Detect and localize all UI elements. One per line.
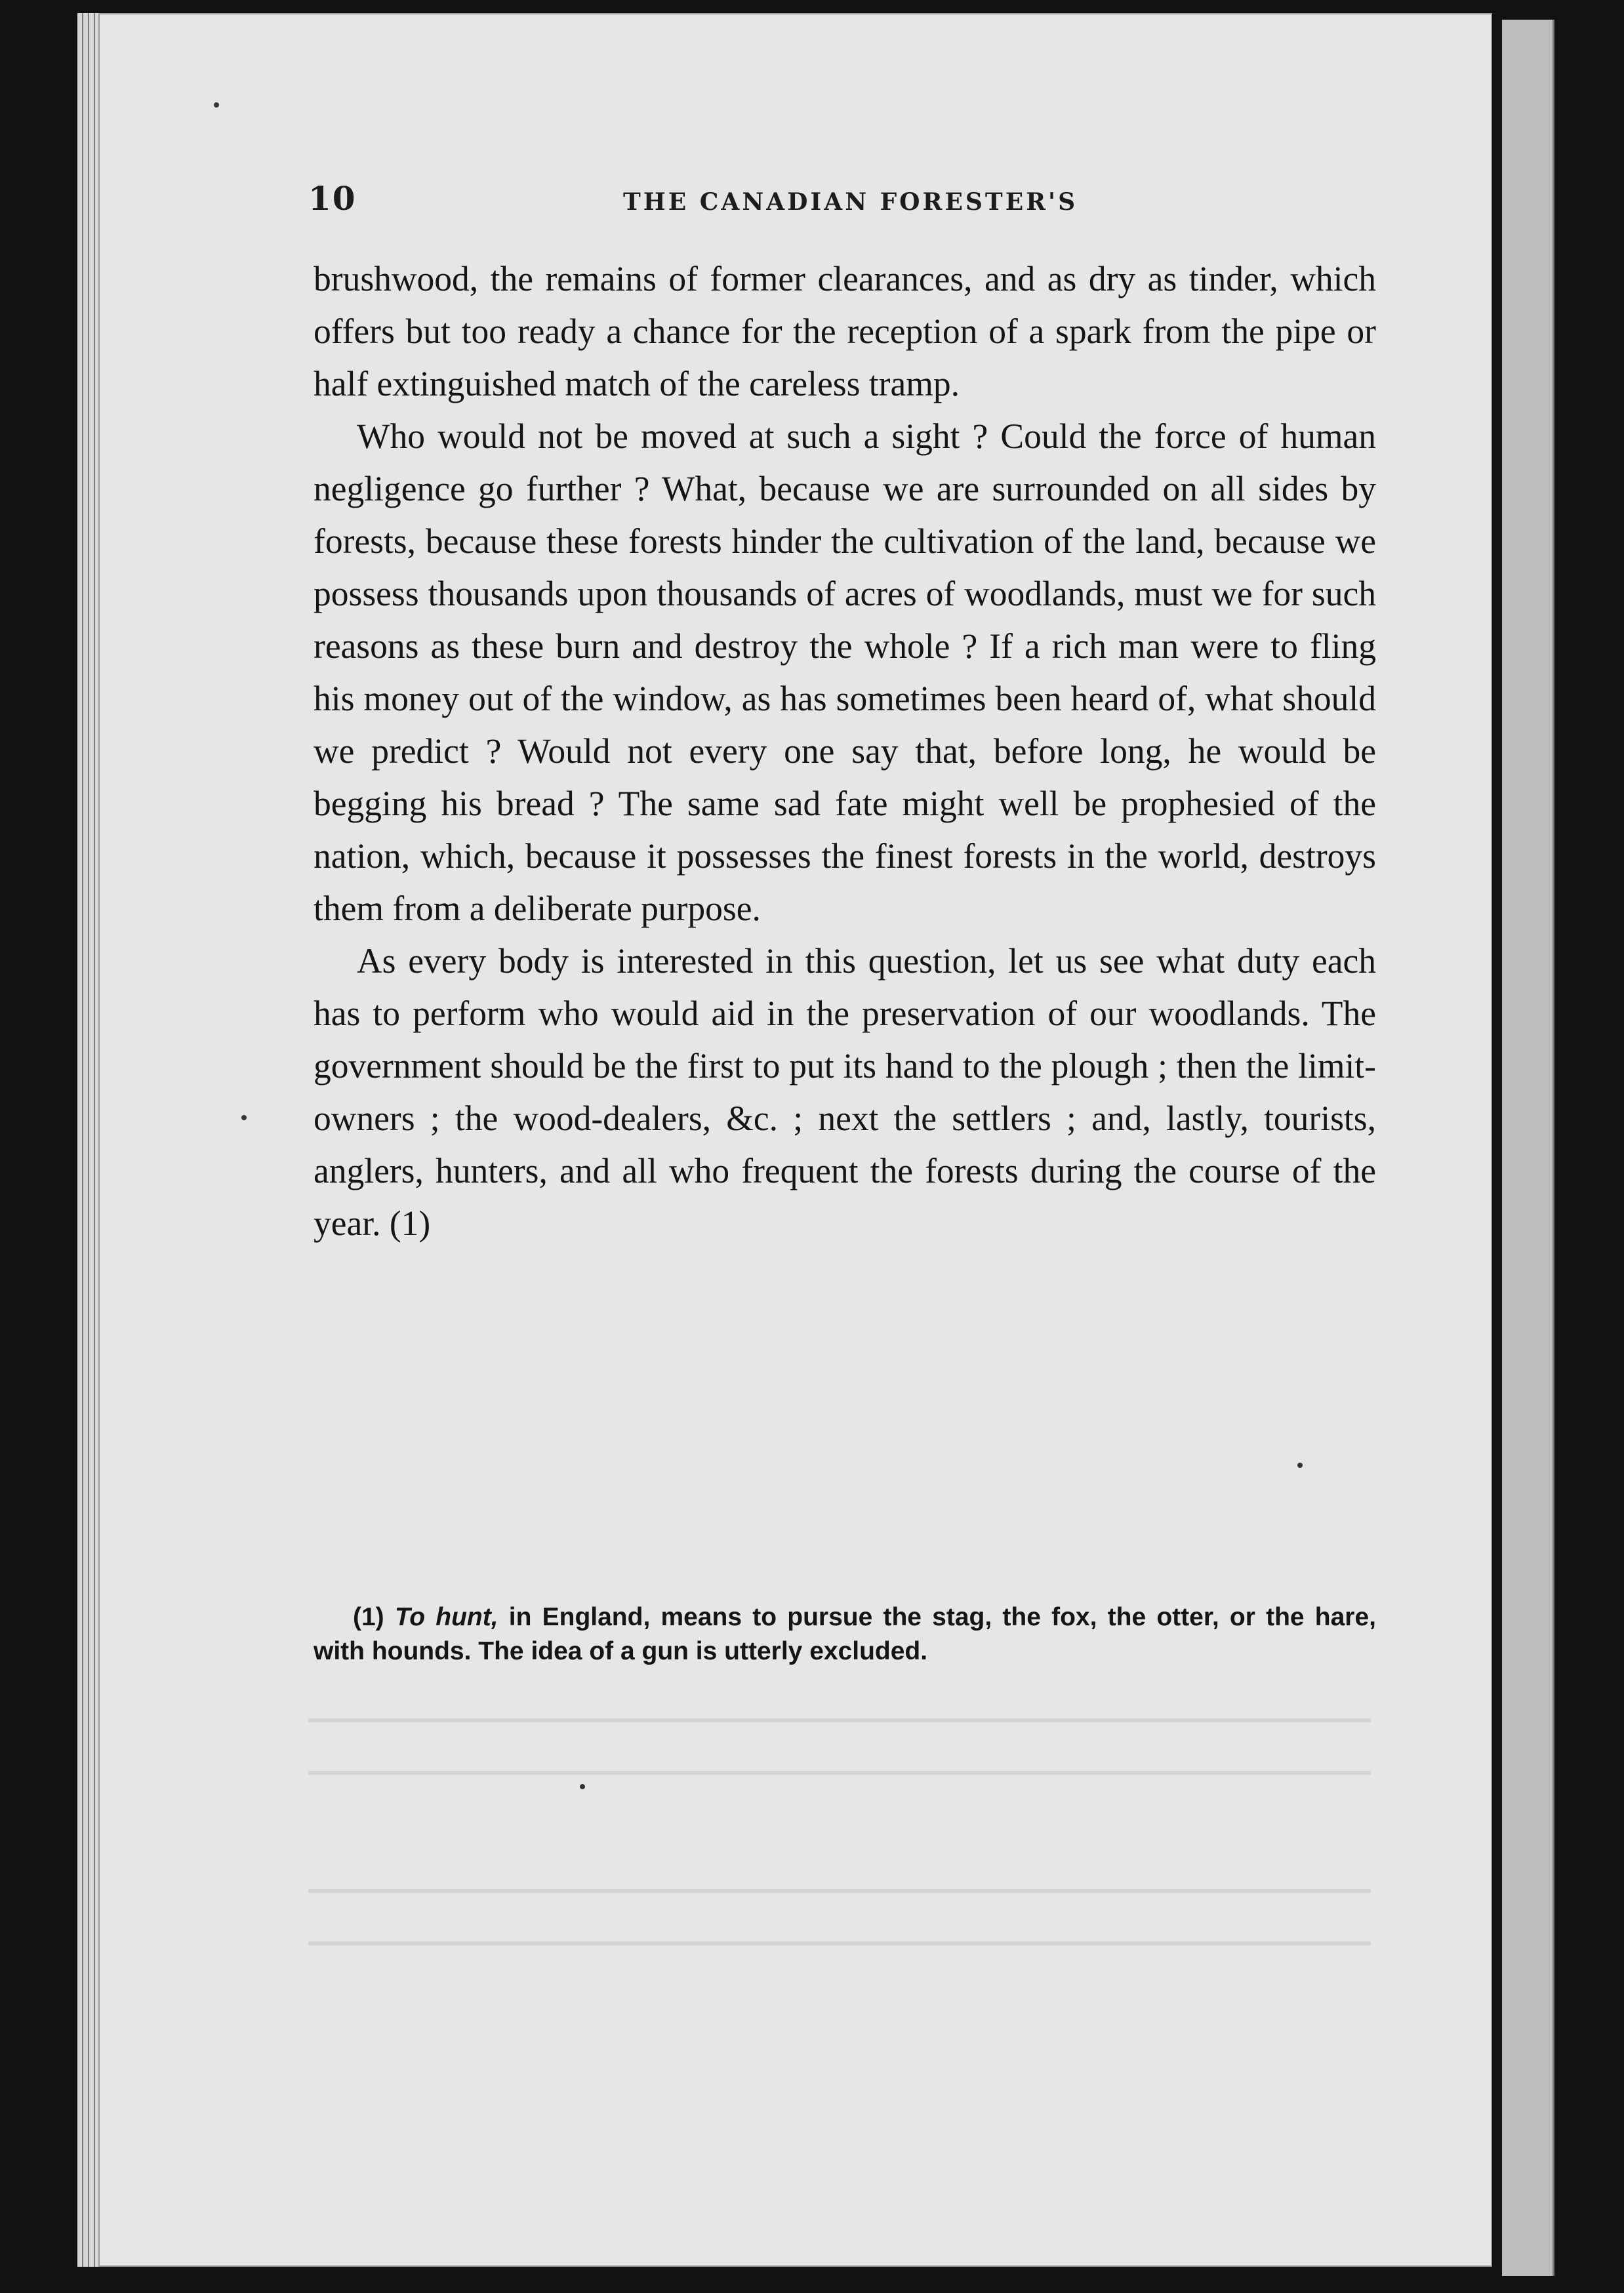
bleed-through-line	[308, 1941, 1371, 1945]
footnote-marker: (1)	[353, 1603, 384, 1631]
footnote	[314, 1600, 1376, 1669]
bleed-through-line	[308, 1889, 1371, 1893]
body-text	[314, 253, 1376, 1249]
bleed-through-line	[308, 1771, 1371, 1775]
page-number: 10	[308, 179, 357, 218]
paragraph-3: As every body is interested in this question, let us see what duty each has to perform who would aid in the preservation of our woodlands. The government should be the first to put its hand to the plough ; then the limit-owners ; the wood-dealers, &c. ; next the settlers ; and, lastly, tourists, anglers, hunters, and all who frequent the forests during the course of the year. (1)	[314, 941, 1376, 1243]
dust-speck	[214, 102, 219, 108]
facing-page-edge	[1502, 20, 1554, 2276]
dust-speck	[241, 1115, 247, 1120]
header-title: THE CANADIAN FORESTER'S	[623, 188, 1078, 216]
footnote-text: in England, means to pursue the stag, the fox, the otter, or the hare, with hounds. The idea of a gun is utterly excluded.	[314, 1603, 1376, 1665]
dust-speck	[1297, 1463, 1303, 1468]
dust-speck	[580, 1784, 585, 1789]
bleed-through-line	[308, 1718, 1371, 1722]
footnote-term: To hunt,	[394, 1603, 498, 1631]
paragraph-1: brushwood, the remains of former clearances, and as dry as tinder, which offers but too ready a chance for the reception of a spark from the pipe or half extinguished match of the careless tramp.	[314, 259, 1376, 403]
paragraph-2: Who would not be moved at such a sight ? Could the force of human negligence go further ? What, because we are surrounded on all sides by forests, because these forests hinder the cultivation of the land, because we possess thousands upon thousands of acres of woodlands, must we for such reasons as these burn and destroy the whole ? If a rich man were to fling his money out of the window, as has sometimes been heard of, what should we predict ? Would not every one say that, before long, he would be begging his bread ? The same sad fate might well be prophesied of the nation, which, because it possesses the finest forests in the world, destroys them from a deliberate purpose.	[314, 416, 1376, 928]
running-head	[308, 167, 1371, 239]
